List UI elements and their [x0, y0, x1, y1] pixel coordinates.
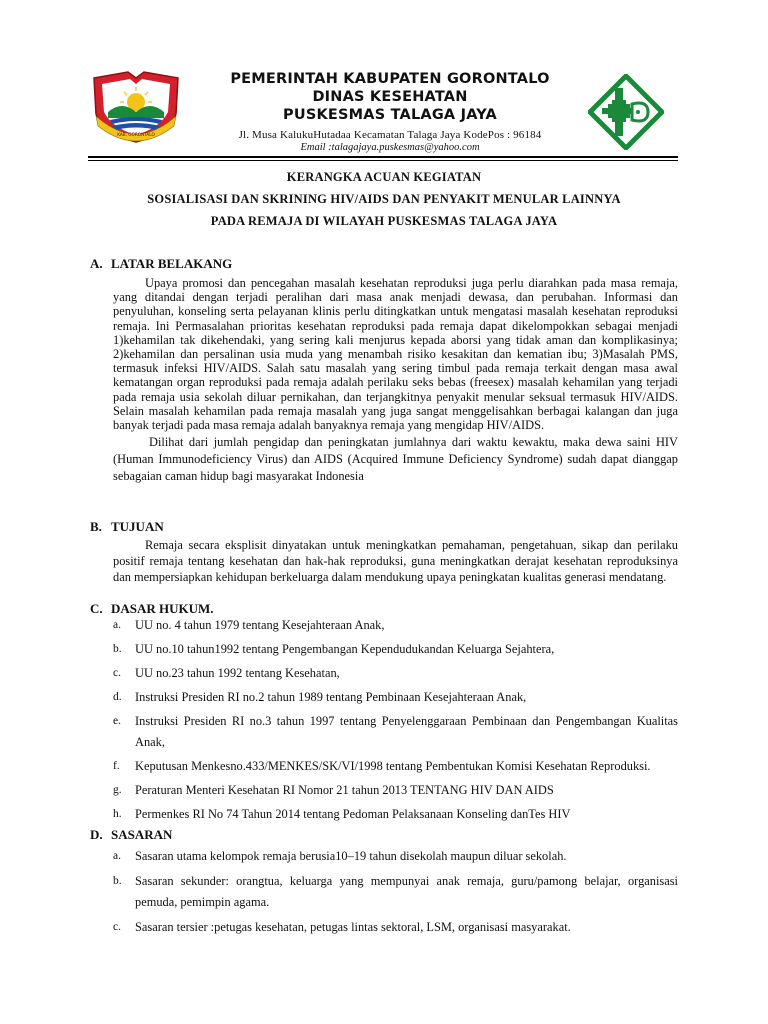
- list-item-marker: c.: [113, 921, 121, 933]
- list-item-text: UU no.10 tahun1992 tentang Pengembangan Kependudukandan Keluarga Sejahtera,: [135, 642, 555, 656]
- list-item-text: Instruksi Presiden RI no.2 tahun 1989 tentang Pembinaan Kesejahteraan Anak,: [135, 690, 527, 704]
- svg-text:KAB. GORONTALO: KAB. GORONTALO: [117, 132, 155, 137]
- section-d-heading: D. SASARAN: [90, 827, 173, 842]
- list-item: [113, 846, 678, 867]
- list-item-text: Sasaran utama kelompok remaja berusia10–19 tahun disekolah maupun diluar sekolah.: [135, 849, 567, 863]
- list-item: [113, 663, 678, 684]
- list-item: [113, 871, 678, 913]
- letterhead-email: Email :talagajaya.puskesmas@yahoo.com: [300, 142, 480, 153]
- list-item: [113, 687, 678, 708]
- section-b-body: [113, 537, 678, 586]
- list-item-marker: f.: [113, 760, 120, 772]
- header-divider-thick: [88, 156, 678, 158]
- list-item-text: Permenkes RI No 74 Tahun 2014 tentang Pedoman Pelaksanaan Konseling danTes HIV: [135, 807, 571, 821]
- list-item-text: UU no. 4 tahun 1979 tentang Kesejahteraan Anak,: [135, 618, 385, 632]
- puskesmas-logo-icon: [588, 74, 664, 150]
- section-b-paragraph-1: Remaja secara eksplisit dinyatakan untuk meningkatkan pemahaman, pengetahuan, sikap dan perilaku positif remaja tentang kesehatan dan hak-hak reproduksi, guna meningkatkan derajat kesehatan reproduksinya dan mempersiapkan kehidupan berkeluarga dalam mendukung upaya peningkatan kualitas generasi mendatang.: [113, 538, 678, 585]
- section-a-heading: A. LATAR BELAKANG: [90, 256, 233, 271]
- list-item-text: UU no.23 tahun 1992 tentang Kesehatan,: [135, 666, 340, 680]
- list-item: [113, 780, 678, 801]
- section-a-paragraph-1: Upaya promosi dan pencegahan masalah kesehatan reproduksi juga perlu diarahkan pada masa remaja, yang ditandai dengan terjadi peralihan dari masa anak menjadi dewasa, dan perubahan. Informasi dan penyuluhan, konseling serta pelayanan klinis perlu ditingkatkan untuk mengatasi masalah kesehatan reproduksi remaja. Ini Permasalahan prioritas kesehatan reproduksi pada remaja dapat dikelompokkan sebagai menjadi 1)kehamilan tak dikehendaki, yang sering kali menjurus kepada aborsi yang tidak aman dan komplikasinya; 2)kehamilan dan persalinan usia muda yang menambah risiko kesakitan dan kematian ibu; 3)Masalah PMS, termasuk infeksi HIV/AIDS. Salah satu masalah yang sering timbul pada remaja terkait dengan masa awal kematangan organ reproduksi pada remaja adalah perilaku seks bebas (freesex) masalah kehamilan yang terjadi pada remaja usia sekolah diluar pernikahan, dan terjangkitnya penyakit menular seksual termasuk HIV/AIDS. Selain masalah kehamilan pada remaja masalah yang juga sangat menggelisahkan berbagai kalangan dan juga banyak terjadi pada masa remaja adalah banyaknya remaja yang mengidap HIV/AIDS.: [113, 276, 678, 433]
- list-item-text: Sasaran tersier :petugas kesehatan, petugas lintas sektoral, LSM, organisasi masyarakat.: [135, 920, 571, 934]
- letterhead: [190, 70, 590, 154]
- gorontalo-emblem-icon: [88, 70, 184, 144]
- section-a-paragraph-2: Dilihat dari jumlah pengidap dan peningkatan jumlahnya dari waktu kewaktu, maka dewa saini HIV (Human Immunodeficiency Virus) dan AIDS (Acquired Immune Deficiency Syndrome) sudah dapat dianggap sebagaian caman hidup bagi masyarakat Indonesia: [113, 435, 678, 484]
- section-b-heading: B. TUJUAN: [90, 519, 164, 534]
- document-title: KERANGKA ACUAN KEGIATAN: [286, 170, 482, 184]
- list-item-marker: c.: [113, 667, 121, 679]
- list-item: [113, 711, 678, 753]
- list-item: [113, 615, 678, 636]
- list-item-marker: g.: [113, 784, 122, 796]
- target-audience-list: [113, 846, 678, 942]
- list-item-text: Instruksi Presiden RI no.3 tahun 1997 tentang Penyelenggaraan Pembinaan dan Pengembangan Kualitas Anak,: [135, 714, 678, 749]
- list-item-marker: h.: [113, 808, 122, 820]
- list-item-text: Peraturan Menteri Kesehatan RI Nomor 21 tahun 2013 TENTANG HIV DAN AIDS: [135, 783, 554, 797]
- letterhead-address: Jl. Musa KalukuHutadaa Kecamatan Talaga Jaya KodePos : 96184: [238, 129, 542, 141]
- document-subtitle-2: PADA REMAJA DI WILAYAH PUSKESMAS TALAGA JAYA: [210, 214, 558, 228]
- list-item: [113, 804, 678, 825]
- list-item-marker: e.: [113, 715, 121, 727]
- list-item-marker: b.: [113, 875, 122, 887]
- list-item-marker: b.: [113, 643, 122, 655]
- list-item-text: Sasaran sekunder: orangtua, keluarga yang mempunyai anak remaja, guru/pamong belajar, organisasi pemuda, pemimpin agama.: [135, 874, 678, 909]
- list-item-text: Keputusan Menkesno.433/MENKES/SK/VI/1998 tentang Pembentukan Komisi Kesehatan Reproduksi.: [135, 759, 651, 773]
- section-c-heading: C. DASAR HUKUM.: [90, 601, 214, 616]
- list-item: [113, 756, 678, 777]
- list-item-marker: a.: [113, 850, 121, 862]
- list-item-marker: d.: [113, 691, 122, 703]
- letterhead-puskesmas: PUSKESMAS TALAGA JAYA: [283, 107, 497, 123]
- legal-basis-list: [113, 615, 678, 828]
- letterhead-department: DINAS KESEHATAN: [312, 89, 468, 105]
- list-item-marker: a.: [113, 619, 121, 631]
- document-subtitle-1: SOSIALISASI DAN SKRINING HIV/AIDS DAN PENYAKIT MENULAR LAINNYA: [147, 192, 621, 206]
- header-divider-thin: [88, 160, 678, 161]
- letterhead-government: PEMERINTAH KABUPATEN GORONTALO: [230, 71, 550, 87]
- list-item: [113, 917, 678, 938]
- list-item: [113, 639, 678, 660]
- section-a-body: [113, 276, 678, 485]
